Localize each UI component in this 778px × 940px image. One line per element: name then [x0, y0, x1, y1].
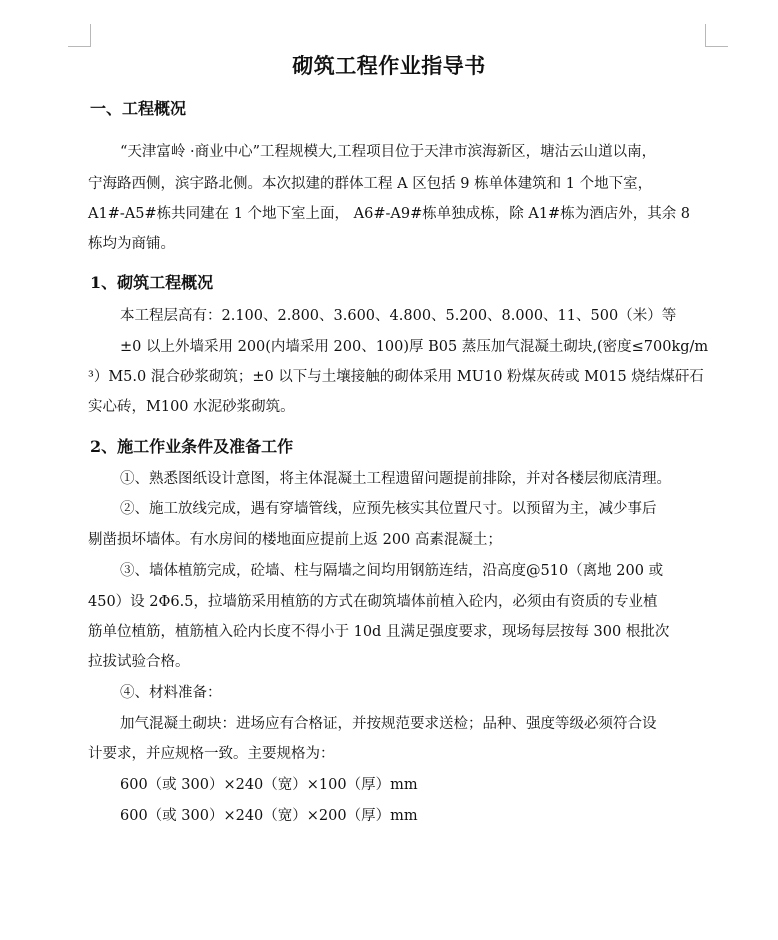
paragraph-line: 加气混凝土砌块：进场应有合格证，并按规范要求送检；品种、强度等级必须符合设 — [120, 716, 657, 732]
spec-line: 600（或 300）×240（宽）×100（厚）mm — [120, 777, 418, 793]
paragraph-line: 栋均为商铺。 — [88, 236, 175, 252]
document-title: 砌筑工程作业指导书 — [292, 53, 486, 78]
paragraph-line: ②、施工放线完成，遇有穿墙管线，应预先核实其位置尺寸。以预留为主，减少事后 — [120, 501, 657, 517]
section-heading-masonry: 1、砌筑工程概况 — [90, 273, 214, 292]
paragraph-line: 实心砖，M100 水泥砂浆砌筑。 — [88, 399, 295, 415]
paragraph-line: 450）设 2Φ6.5，拉墙筋采用植筋的方式在砌筑墙体前植入砼内，必须由有资质的专业植 — [88, 594, 658, 610]
paragraph-line: ③、墙体植筋完成，砼墙、柱与隔墙之间均用钢筋连结，沿高度@510（离地 200 或 — [120, 563, 664, 579]
section-heading-conditions: 2、施工作业条件及准备工作 — [90, 437, 294, 456]
paragraph-line: 本工程层高有：2.100、2.800、3.600、4.800、5.200、8.000、11、500（米）等 — [120, 308, 677, 324]
paragraph-line: 拉拔试验合格。 — [88, 654, 190, 670]
paragraph-line: ³）M5.0 混合砂浆砌筑；±0 以下与土壤接触的砌体采用 MU10 粉煤灰砖或 M015 烧结煤矸石 — [88, 369, 704, 385]
paragraph-line: ①、熟悉图纸设计意图，将主体混凝土工程遗留问题提前排除，并对各楼层彻底清理。 — [120, 471, 671, 487]
paragraph-line: 计要求，并应规格一致。主要规格为： — [88, 746, 335, 762]
paragraph-line: “天津富岭 ·商业中心”工程规模大,工程项目位于天津市滨海新区，塘沽云山道以南， — [120, 144, 657, 160]
paragraph-line: ④、材料准备： — [120, 685, 222, 701]
crop-mark-top-right — [705, 24, 728, 47]
spec-line: 600（或 300）×240（宽）×200（厚）mm — [120, 808, 418, 824]
section-heading-overview: 一、工程概况 — [90, 99, 187, 118]
paragraph-line: A1#-A5#栋共同建在 1 个地下室上面， A6#-A9#栋单独成栋，除 A1#栋为酒店外，其余 8 — [88, 206, 691, 222]
paragraph-line: 筋单位植筋，植筋植入砼内长度不得小于 10d 且满足强度要求，现场每层按每 300 根批次 — [88, 624, 670, 640]
paragraph-line: ±0 以上外墙采用 200(内墙采用 200、100)厚 B05 蒸压加气混凝土砌块,(密度≤700kg/m — [120, 339, 709, 355]
paragraph-line: 宁海路西侧，滨宇路北侧。本次拟建的群体工程 A 区包括 9 栋单体建筑和 1 个地下室， — [88, 176, 653, 192]
crop-mark-top-left — [68, 24, 91, 47]
paragraph-line: 剔凿损坏墙体。有水房间的楼地面应提前上返 200 高素混凝土； — [88, 532, 502, 548]
